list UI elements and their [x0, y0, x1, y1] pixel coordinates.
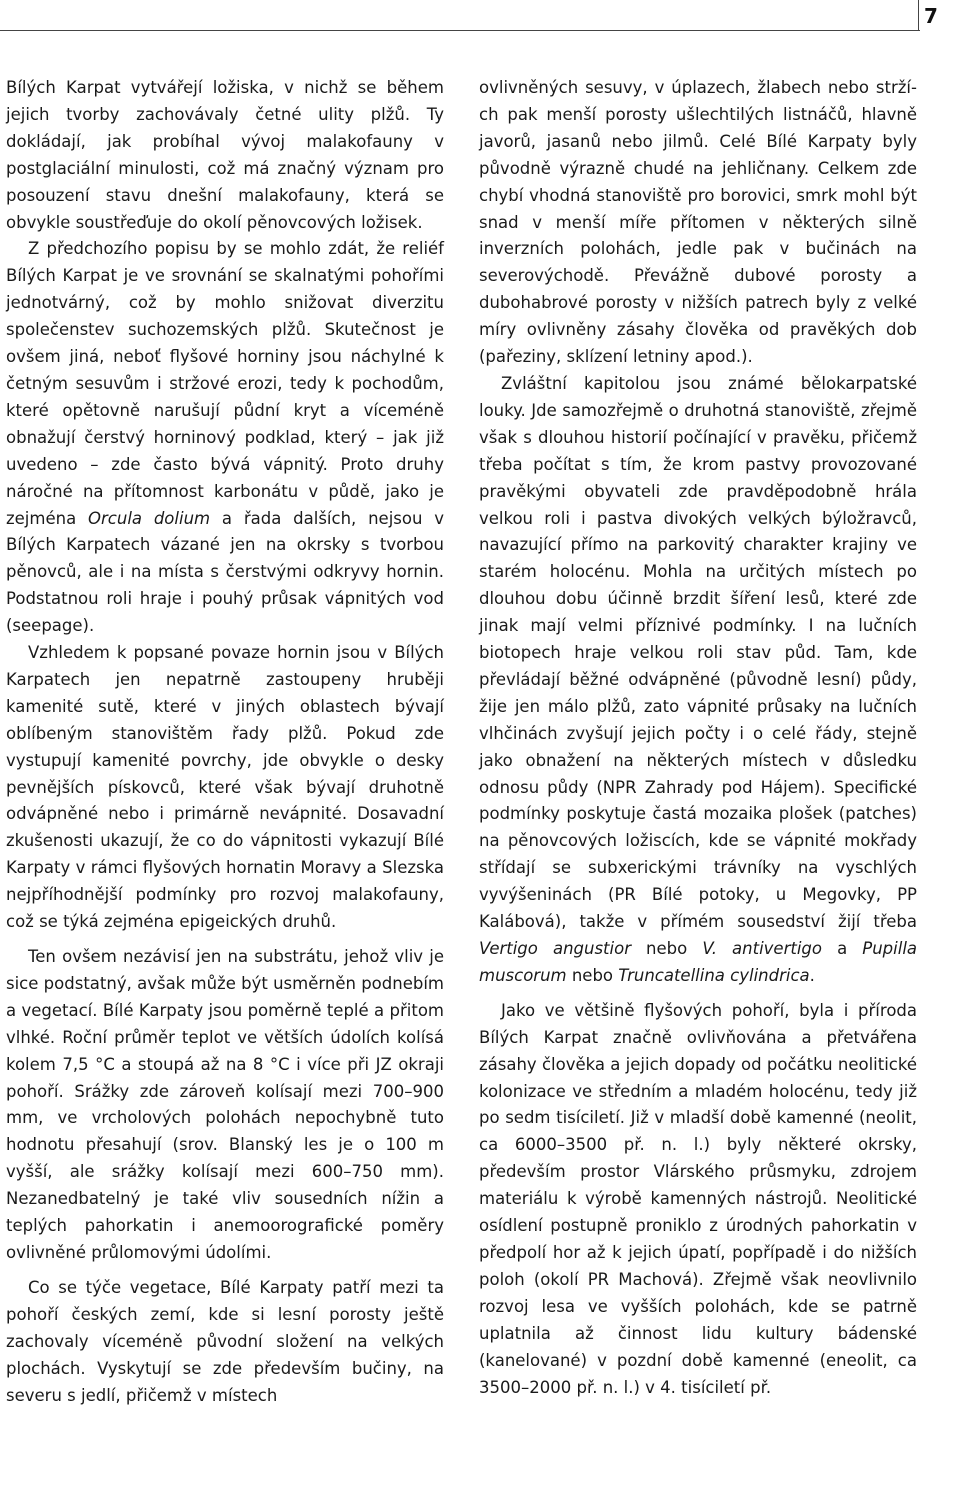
paragraph-text: Zvláštní kapitolou jsou známé bělokarpatské louky. Jde samozřejmě o druhotná stanoviště, zřejmě však s dlouhou historií počínající v pravěku, přičemž třeba počítat s tím, že krom pastvy provozované pravěkými obyvateli zde pravděpodobně hrála velkou roli i pastva divokých velkých býložravců, navazující přímo na parkovitý charakter krajiny ve starém holocénu. Mohla na určitých místech po dlouhou dobu účinně brzdit šíření lesů, které zde jinak mají velmi příznivé podmínky. I na lučních biotopech hraje velkou roli stav půd. Tam, kde převládají běžné odvápněné (původně lesní) půdy, žije jen málo plžů, zato vápnité průsaky na lučních vlhčinách zvyšují jejich počty i o celé řády, stejně jako obnažení na některých místech v důsledku odnosu půdy (NPR Zahrady pod Hájem). Specifické podmínky poskytuje častá mozaika plošek (patches) na pěnovcových ložiscích, kde se vápnité mokřady střídají se subxerickými trávníky na vyschlých vyvýšeninách (PR Bílé potoky, u Megovky, PP Kalábová), takže v přímém sousedství žijí třeba — [479, 373, 917, 932]
paragraph — [479, 371, 917, 990]
paragraph-text: nebo — [566, 965, 619, 985]
species-name: Orcula dolium — [88, 508, 211, 528]
right-column — [479, 75, 917, 1401]
paragraph — [6, 236, 444, 640]
header-rule — [0, 30, 920, 31]
page-header — [0, 0, 960, 40]
paragraph: Vzhledem k popsané povaze hornin jsou v Bílých Karpatech jen nepatrně zastoupeny hruběji kamenité sutě, které v jiných oblastech bývají oblíbeným stanovištěm řady plžů. Pokud zde vystupují kamenité povrchy, jde obvykle o desky pevnějších pískovců, které však bývají druhotně odvápněné nebo i primárně nevápnité. Dosavadní zkušenosti ukazují, že co do vápnitosti vykazují Bílé Karpaty v rámci flyšových hornatin Moravy a Slezska nejpříhodnější podmínky pro rozvoj malakofauny, což se týká zejména epigeických druhů. — [6, 643, 444, 932]
paragraph-text: a — [822, 939, 863, 958]
paragraph-text: Z předchozího popisu by se mohlo zdát, že reliéf Bílých Karpat je ve srovnání se skalnatými pohořími jednotvárný, což by mohlo snižovat diverzitu společenstev suchozemských plžů. Skutečnost je ovšem jiná, neboť flyšové horniny jsou náchylné k četným sesuvům i stržové erozi, tedy k pochodům, které opětovně narušují půdní kryt a víceméně obnažují čerstvý horninový podklad, který – jak již uvedeno – zde často bývá vápnitý. Proto druhy náročné na přítomnost karbonátu v půdě, jako je zejména — [6, 239, 444, 528]
species-name: Pupilla muscorum — [479, 939, 918, 985]
species-name: Vertigo angustior — [479, 939, 631, 958]
paragraph: Co se týče vegetace, Bílé Karpaty patří mezi ta pohoří českých zemí, kde si lesní porosty ještě zachovaly víceméně původní složení na velkých plochách. Vyskytují se zde především bučiny, na severu s jedlí, přičemž v místech — [6, 1277, 444, 1405]
paragraph-text: . — [809, 965, 815, 985]
header-divider — [918, 0, 919, 30]
species-name: Truncatellina cylindrica — [618, 965, 810, 985]
paragraph-text: nebo — [630, 939, 703, 958]
paragraph: ovlivněných sesuvy, v úplazech, žlabech nebo stržích pak menší porosty ušlechtilých listnáčů, hlavně javorů, jasanů nebo jilmů. Celé Bílé Karpaty byly původně výrazně chudé na jehličnany. Celkem zde chybí vhodná stanoviště pro borovici, smrk mohl být snad v menší míře přítomen v některých silně inverzních polohách, jedle pak v bučinách na severovýchodě. Převážně dubové porosty a dubohabrové porosty v nižších patrech byly z velké míry ovlivněny zásahy člověka od pravěkých dob (pařeziny, sklízení letniny apod.). — [479, 78, 917, 367]
paragraph: Bílých Karpat vytvářejí ložiska, v nichž se během jejich tvorby zachovávaly četné ulity plžů. Ty dokládají, jak probíhal vývoj malakofauny v postglaciální minulosti, což má značný význam pro posouzení stavu dnešní malakofauny, která se obvykle soustřeďuje do okolí pěnovcových ložisek. — [6, 78, 444, 232]
paragraph: Jako ve většině flyšových pohoří, byla i příroda Bílých Karpat značně ovlivňována a přetvářena zásahy člověka a jejich dopady od počátku neolitické kolonizace ve středním a mladém holocénu, tedy již po sedm tisíciletí. Již v mladší době kamenné (neolit, ca 6000–3500 př. n. l.) byly některé okrsky, především prostor Vlárského průsmyku, zdrojem materiálu k výrobě kamenných nástrojů. Neolitické osídlení postupně proniklo z úrodných pahorkatin v předpolí hor až k jejich úpatí, popřípadě i do nižších poloh (okolí PR Machová). Zřejmě však neovlivnilo rozvoj lesa ve vyšších polohách, kde se patrně uplatnila až činnost lidu kultury bádenské (kanelované) v pozdní době kamenné (eneolit, ca 3500–2000 př. n. l.) v 4. tisíciletí př. — [479, 1000, 917, 1397]
species-name: V. antivertigo — [702, 939, 822, 958]
paragraph: Ten ovšem nezávisí jen na substrátu, jehož vliv je sice podstatný, avšak může být usměrněn podnebím a vegetací. Bílé Karpaty jsou poměrně teplé a přitom vlhké. Roční průměr teplot ve větších údolích kolísá kolem 7,5 °C a stoupá až na 8 °C i více při JZ okraji pohoří. Srážky zde zároveň kolísají mezi 700–900 mm, ve vrcholových polohách nepochybně tuto hodnotu přesahují (srov. Blanský les je o 100 m vyšší, ale srážky kolísají mezi 600–750 mm). Nezanedbatelný je také vliv sousedních nížin a teplých pahorkatin i anemoorografické poměry ovlivněné průlomovými údolími. — [6, 947, 444, 1262]
left-column — [6, 75, 444, 1409]
paragraph-text: a řada dalších, nejsou v Bílých Karpatech vázané jen na okrsky s tvorbou pěnovců, ale i na místa s čerstvými odkryvy hornin. Podstatnou roli hraje i pouhý průsak vápnitých vod (seepage). — [6, 508, 445, 636]
page-number: 7 — [924, 4, 938, 28]
